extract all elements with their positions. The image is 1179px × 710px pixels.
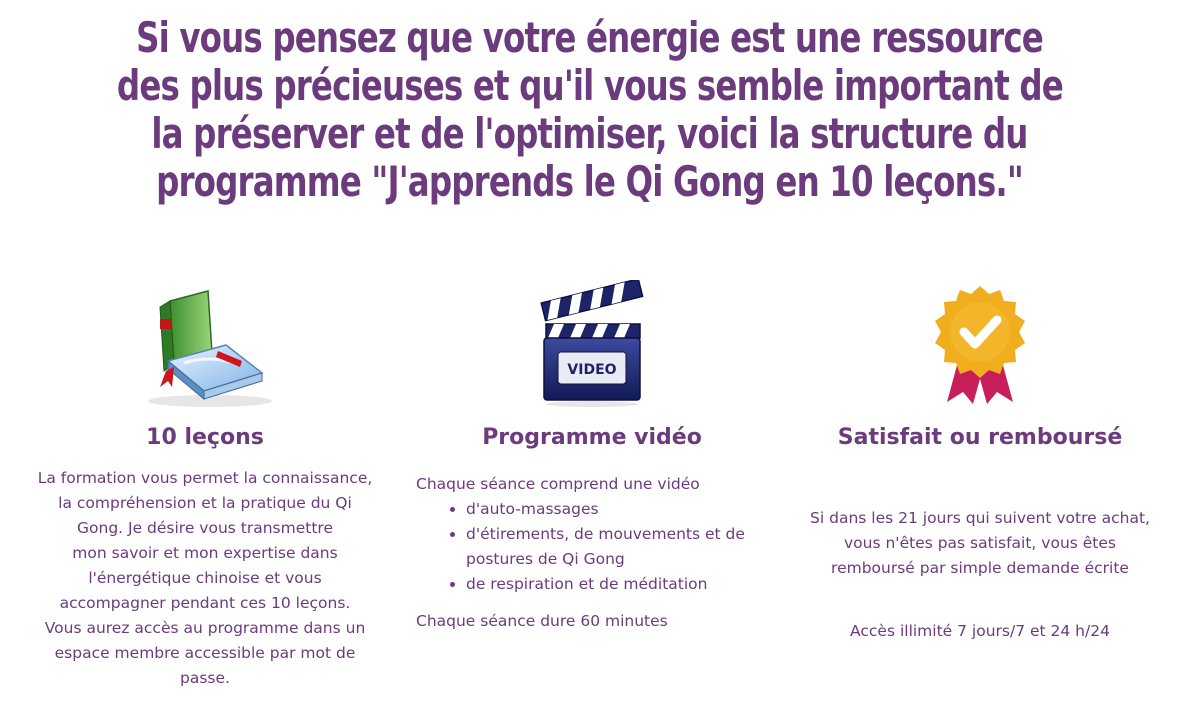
lessons-description	[15, 466, 395, 691]
description-line: l'énergétique chinoise et vous	[88, 569, 322, 587]
description-line: mon savoir et mon expertise dans	[72, 544, 338, 562]
description-line: la compréhension et la pratique du Qi	[58, 494, 352, 512]
badge-icon-box	[790, 270, 1170, 408]
video-clapperboard-icon	[532, 280, 652, 408]
feature-video	[402, 270, 782, 634]
video-bullet-list	[416, 497, 782, 597]
description-line: passe.	[180, 669, 230, 687]
list-item: • d'auto-massages	[466, 497, 782, 522]
headline-line: la préserver et de l'optimiser, voici la structure du	[151, 109, 1028, 158]
list-item: • d'étirements, de mouvements et de postures de Qi Gong	[466, 522, 782, 572]
session-duration: Chaque séance dure 60 minutes	[416, 612, 668, 630]
video-intro: Chaque séance comprend une vidéo	[416, 475, 700, 493]
refund-text: Si dans les 21 jours qui suivent votre achat, vous n'êtes pas satisfait, vous êtes remboursé par simple demande écrite	[810, 509, 1150, 577]
headline-line: des plus précieuses et qu'il vous semble important de	[116, 61, 1063, 110]
feature-lessons	[15, 270, 395, 707]
headline-line: programme "J'apprends le Qi Gong en 10 leçons."	[156, 157, 1023, 206]
book-icon-box	[15, 270, 395, 408]
guarantee-title: Satisfait ou remboursé	[837, 425, 1123, 450]
access-text: Accès illimité 7 jours/7 et 24 h/24	[850, 622, 1110, 640]
video-icon-label: VIDEO	[567, 362, 617, 378]
description-line: accompagner pendant ces 10 leçons.	[59, 594, 351, 612]
guarantee-badge-icon	[925, 280, 1035, 408]
description-line: espace membre accessible par mot de	[54, 644, 356, 662]
video-icon-box	[402, 270, 782, 408]
video-description	[402, 472, 782, 634]
list-item: • de respiration et de méditation	[466, 572, 782, 597]
video-title: Programme vidéo	[482, 425, 702, 450]
feature-guarantee	[790, 270, 1170, 644]
headline-line: Si vous pensez que votre énergie est une ressource	[136, 13, 1043, 62]
description-line: La formation vous permet la connaissance,	[37, 469, 373, 487]
lessons-title: 10 leçons	[146, 425, 264, 450]
description-line: Vous aurez accès au programme dans un	[44, 619, 366, 637]
page-headline	[117, 14, 1062, 206]
guarantee-description	[790, 506, 1170, 644]
description-line: Gong. Je désire vous transmettre	[77, 519, 333, 537]
book-icon	[130, 283, 280, 408]
